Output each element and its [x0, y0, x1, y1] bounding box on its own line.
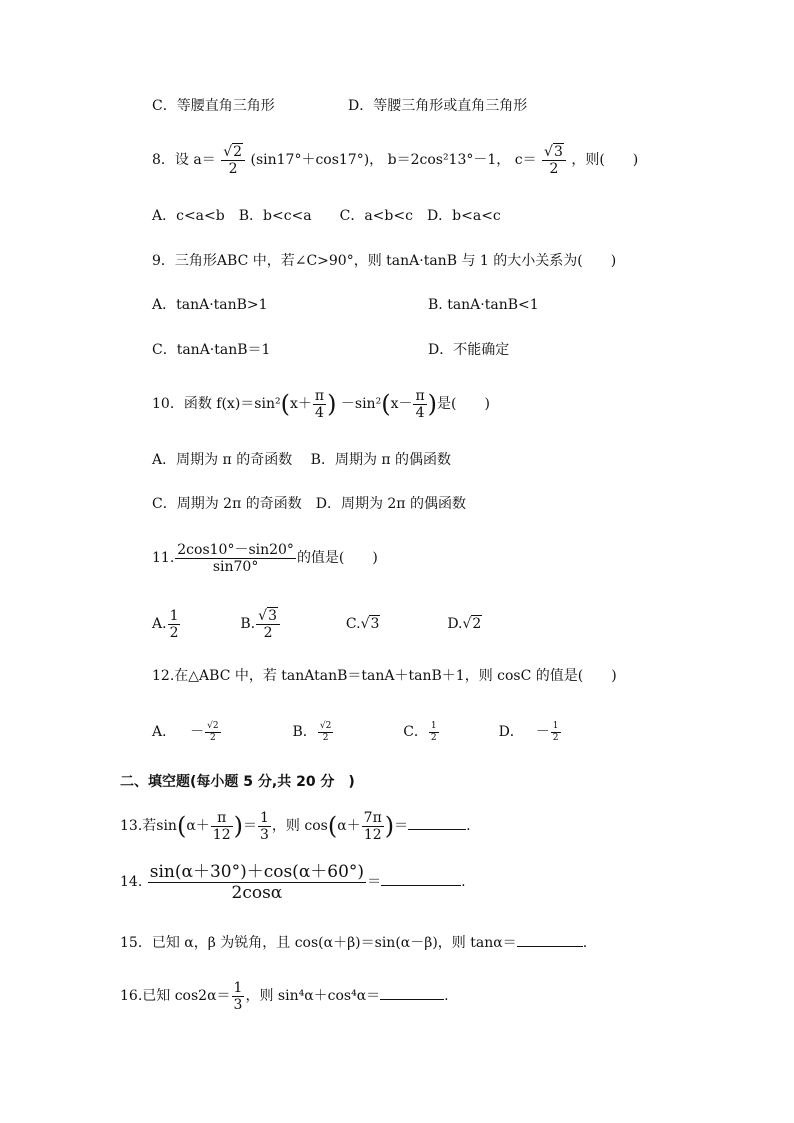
q10-options-cd: C．周期为 2π 的奇函数 D．周期为 2π 的偶函数	[152, 496, 466, 512]
q8-frac-sqrt2-over-2: $\frac{√2}{2}$	[221, 144, 245, 177]
q12-options	[152, 714, 562, 750]
q11-options	[152, 604, 482, 644]
q9-option-d: D．不能确定	[428, 342, 510, 358]
q13-answer-blank[interactable]	[408, 815, 466, 830]
q11-option-a: A. $\frac{1}{2}$	[152, 607, 179, 641]
question-11-stem	[152, 538, 378, 578]
q11-fraction: $\frac{2\cos 10^\circ-\sin 20^\circ}{\sin 70^\circ}$	[177, 541, 294, 575]
q8-c-prefix: c＝	[514, 152, 537, 168]
q10-frac-pi-over-4: $\frac{\pi}{4}$	[314, 387, 325, 421]
q9-option-a: A．tanA·tanB>1	[152, 297, 268, 313]
q9-option-b: B. tanA·tanB<1	[428, 297, 539, 313]
q8-number: 8．设	[152, 152, 189, 168]
q16-answer-blank[interactable]	[380, 985, 444, 1000]
q10-x-minus: x－	[390, 396, 413, 412]
q8-a-suffix: (sin17°＋cos17°)，	[250, 152, 384, 168]
q10-f: f(x)＝sin²	[216, 396, 281, 412]
q13-number: 13.若	[120, 818, 157, 834]
question-15: 15．已知 α，β 为锐角，且 cos(α＋β)＝sin(α－β)，则 tanα＝ .	[120, 932, 587, 953]
q8-options: A．c<a<b B．b<c<a C．a<b<c D．b<a<c	[152, 208, 501, 224]
q10-number: 10．函数	[152, 396, 212, 412]
question-14: 14. $\frac{\sin(\alpha+30^\circ)+\cos(\alpha+60^\circ)}{2\cos\alpha}$ ＝ .	[120, 861, 466, 903]
q8-a-prefix: a＝	[193, 152, 216, 168]
q8-frac-sqrt3-over-2: $\frac{√3}{2}$	[542, 144, 566, 177]
q8-b: b＝2cos²13°－1，	[387, 152, 511, 168]
q11-tail: 的值是( )	[296, 550, 378, 566]
q14-answer-blank[interactable]	[381, 871, 461, 886]
q11-option-b: B. $\frac{√3}{2}$	[240, 616, 281, 632]
question-10-stem: 10．函数 f(x)＝sin²(x＋ $\frac{\pi}{4}$ ) －sin²(x－ $\frac{\pi}{4}$ )是( )	[152, 387, 490, 421]
q14-fraction: $\frac{\sin(\alpha+30^\circ)+\cos(\alpha+60^\circ)}{2\cos\alpha}$	[149, 861, 365, 903]
q7-option-c: C．等腰直角三角形	[152, 98, 275, 114]
q9-option-c: C．tanA·tanB＝1	[152, 342, 271, 358]
question-8-stem	[152, 140, 638, 180]
question-9-stem: 9．三角形ABC 中，若∠C>90°，则 tanA·tanB 与 1 的大小关系为( )	[152, 253, 617, 269]
section-2-heading: 二、填空题(每小题 5 分,共 20 分 )	[120, 774, 355, 790]
q11-option-d: D.√2	[447, 616, 482, 632]
question-13: 13.若sin(α＋ $\frac{\pi}{12}$ )＝ $\frac{1}{3}$ ，则 cos(α＋ $\frac{7\pi}{12}$ )＝ .	[120, 809, 471, 843]
q10-options-ab: A．周期为 π 的奇函数 B．周期为 π 的偶函数	[152, 452, 452, 468]
q7-option-d: D．等腰三角形或直角三角形	[348, 98, 528, 114]
q10-tail: 是( )	[437, 396, 490, 412]
q10-minus: －sin²	[340, 396, 382, 412]
q12-option-a: A． － $\frac{√2}{2}$	[152, 720, 219, 743]
q15-answer-blank[interactable]	[517, 932, 583, 947]
question-16: 16.已知 cos2α＝ $\frac{1}{3}$ ，则 sin⁴α＋cos⁴α＝ .	[120, 979, 449, 1013]
q10-x-plus: x＋	[289, 396, 312, 412]
q8-c-suffix: ，则( )	[571, 152, 639, 168]
q11-option-c: C.√3	[345, 616, 380, 632]
q11-number: 11.	[152, 550, 175, 566]
question-12-stem: 12.在△ABC 中，若 tanAtanB＝tanA＋tanB＋1，则 cosC 的值是( )	[152, 668, 617, 684]
q12-option-d: D． － $\frac{1}{2}$	[498, 720, 559, 743]
q12-option-b: B． $\frac{√2}{2}$	[292, 720, 332, 743]
q10-frac-pi-over-4-b: $\frac{\pi}{4}$	[415, 387, 425, 421]
q12-option-c: C． $\frac{1}{2}$	[403, 720, 437, 743]
q14-number: 14.	[120, 874, 143, 890]
